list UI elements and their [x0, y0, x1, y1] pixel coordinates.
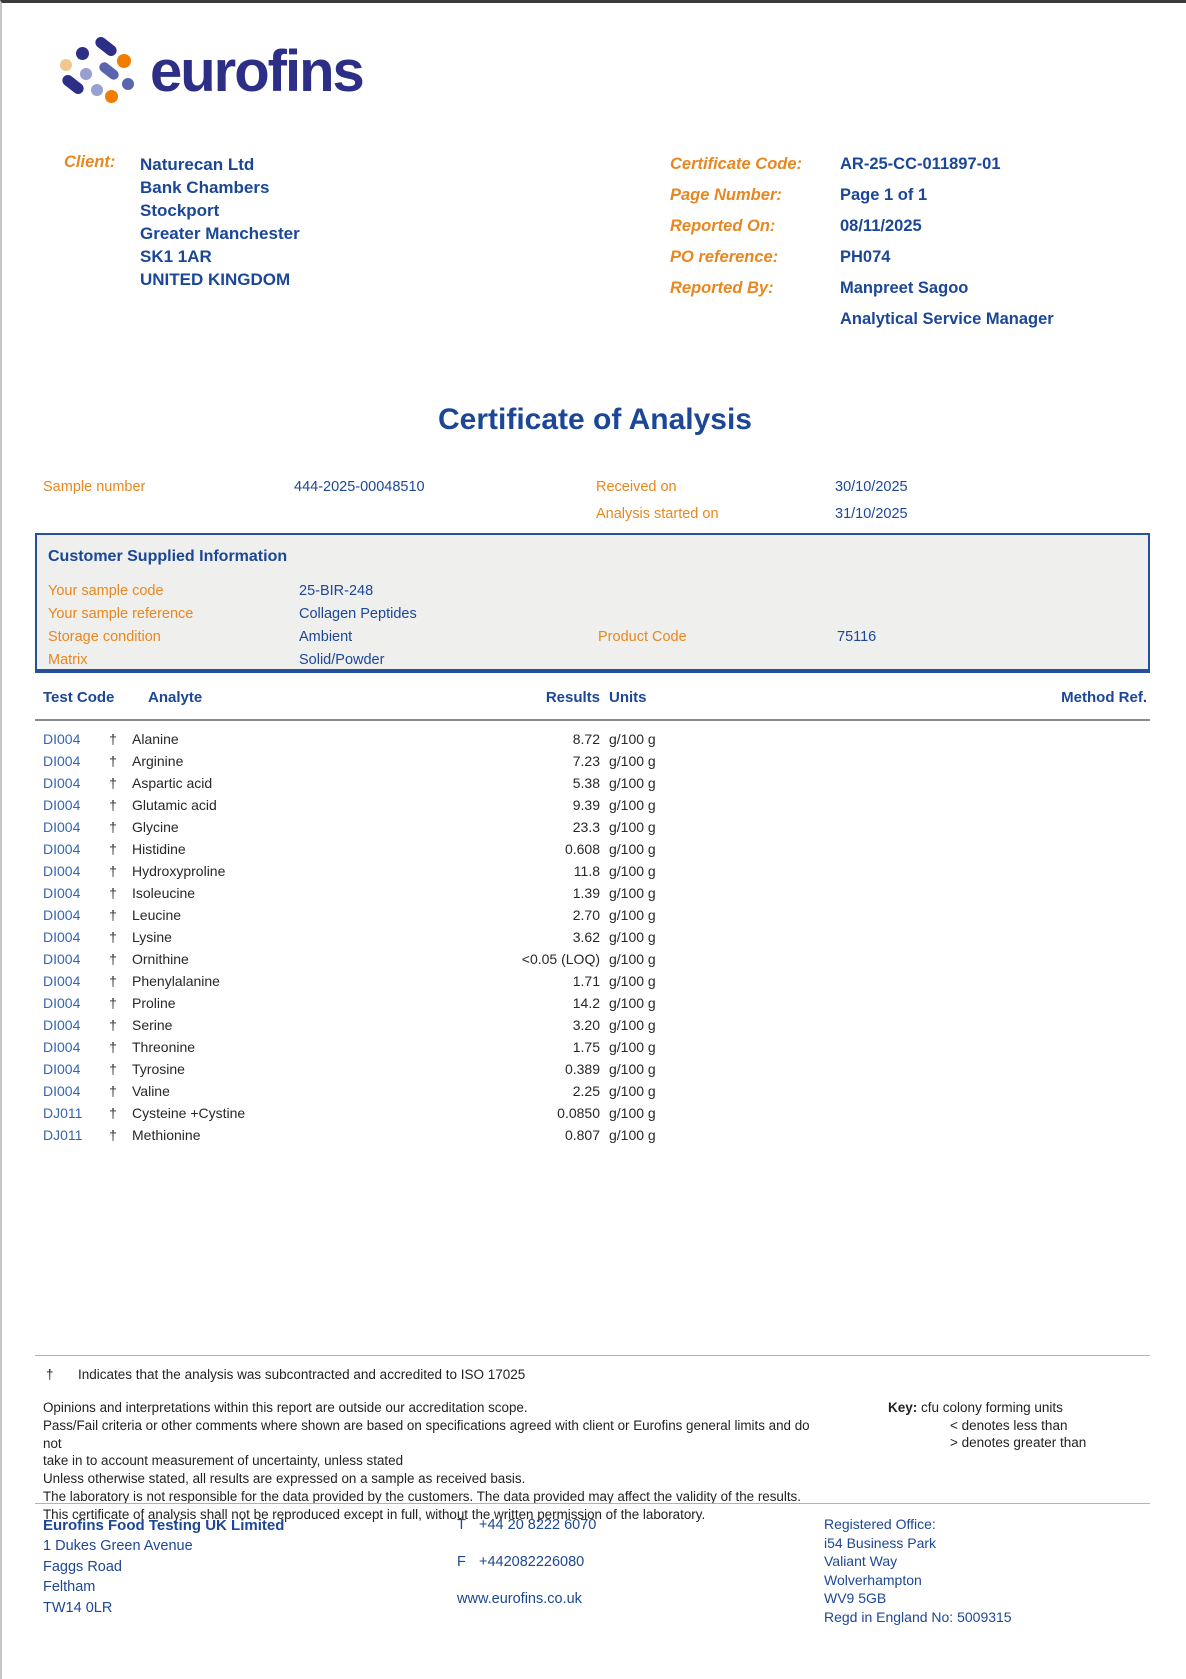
- meta-label: [670, 310, 840, 341]
- meta-row: [670, 248, 1054, 279]
- meta-label: Reported On:: [670, 217, 776, 235]
- cell-unit: g/100 g: [609, 973, 656, 989]
- cell-test-code: DI004: [43, 775, 81, 791]
- sample-row: [2, 479, 1186, 506]
- cell-test-code: DI004: [43, 929, 81, 945]
- disclaimer-line: The laboratory is not responsible for the data provided by the customers. The data provided may affect the validity of the results.: [43, 1488, 801, 1504]
- customer-info-row: [37, 606, 1148, 629]
- cell-unit: g/100 g: [609, 841, 656, 857]
- cell-analyte: Leucine: [132, 907, 182, 923]
- cell-unit: g/100 g: [609, 929, 656, 945]
- dagger-icon: †: [109, 907, 117, 923]
- cell-unit: g/100 g: [609, 995, 656, 1011]
- cell-analyte: Phenylalanine: [132, 973, 220, 989]
- footer-address-line: 1 Dukes Green Avenue: [43, 1538, 193, 1554]
- dagger-icon: †: [109, 819, 117, 835]
- table-row: [2, 1039, 1186, 1061]
- cell-result: 0.389: [564, 1061, 600, 1077]
- customer-info-value: Solid/Powder: [299, 652, 385, 668]
- cell-test-code: DI004: [43, 1083, 81, 1099]
- footer-company-address: [43, 1515, 284, 1618]
- cell-unit: g/100 g: [609, 819, 656, 835]
- key-cfu-definition: cfu colony forming units: [921, 1400, 1063, 1415]
- cell-test-code: DI004: [43, 731, 81, 747]
- sample-summary: [2, 479, 1186, 533]
- disclaimer-line: Opinions and interpretations within this report are outside our accreditation scope.: [43, 1400, 528, 1415]
- dagger-icon: †: [109, 797, 117, 813]
- table-row: [2, 885, 1186, 907]
- cell-analyte: Methionine: [132, 1127, 201, 1143]
- cell-result: 2.25: [572, 1083, 600, 1099]
- cell-result: 3.62: [572, 929, 600, 945]
- cell-test-code: DJ011: [43, 1105, 83, 1121]
- dagger-icon: †: [109, 1017, 117, 1033]
- cell-result: 0.608: [564, 841, 600, 857]
- cell-analyte: Threonine: [132, 1039, 196, 1055]
- cell-result: 1.71: [572, 973, 600, 989]
- cell-unit: g/100 g: [609, 775, 656, 791]
- dagger-icon: †: [109, 1083, 117, 1099]
- cell-analyte: Isoleucine: [132, 885, 196, 901]
- cell-result: <0.05 (LOQ): [521, 951, 600, 967]
- dagger-icon: †: [109, 753, 117, 769]
- cell-unit: g/100 g: [609, 1127, 656, 1143]
- results-table-body: [2, 731, 1186, 1149]
- cell-result: 1.39: [572, 885, 600, 901]
- fax-prefix: F: [457, 1554, 466, 1570]
- client-address-line: Greater Manchester: [140, 224, 300, 243]
- dagger-icon: †: [109, 995, 117, 1011]
- footer-address-line: TW14 0LR: [43, 1599, 113, 1616]
- cell-result: 8.72: [572, 731, 600, 747]
- eurofins-wordmark: eurofins: [150, 39, 363, 104]
- table-row: [2, 863, 1186, 885]
- table-row: [2, 1127, 1186, 1149]
- footer-phone: [457, 1515, 596, 1536]
- cell-unit: g/100 g: [609, 907, 656, 923]
- cell-result: 0.807: [564, 1127, 600, 1143]
- cell-result: 14.2: [572, 995, 600, 1011]
- client-address-line: Naturecan Ltd: [140, 155, 255, 174]
- cell-unit: g/100 g: [609, 1083, 656, 1099]
- cell-result: 7.23: [572, 753, 600, 769]
- cell-analyte: Histidine: [132, 841, 186, 857]
- customer-info-row: [37, 583, 1148, 606]
- table-row: [2, 1105, 1186, 1127]
- table-row: [2, 753, 1186, 775]
- table-row: [2, 907, 1186, 929]
- client-address-line: SK1 1AR: [140, 247, 212, 266]
- cell-test-code: DI004: [43, 1039, 81, 1055]
- cell-analyte: Hydroxyproline: [132, 863, 226, 879]
- dagger-icon: †: [109, 1105, 117, 1121]
- client-address-line: Stockport: [140, 201, 220, 220]
- customer-info-value: Ambient: [299, 629, 353, 645]
- cell-test-code: DI004: [43, 753, 81, 769]
- meta-label: Certificate Code:: [670, 155, 803, 173]
- customer-info-value: Collagen Peptides: [299, 606, 417, 622]
- cell-result: 11.8: [573, 863, 600, 879]
- footnote-divider: [35, 1355, 1150, 1356]
- cell-result: 3.20: [572, 1017, 600, 1033]
- customer-info-value: 25-BIR-248: [299, 583, 374, 599]
- registered-office-line: Registered Office:: [824, 1516, 936, 1532]
- cell-result: 9.39: [572, 797, 600, 813]
- table-row: [2, 775, 1186, 797]
- table-row: [2, 951, 1186, 973]
- registered-office-line: i54 Business Park: [824, 1534, 937, 1551]
- dagger-icon: †: [109, 973, 117, 989]
- sample-value-2: 31/10/2025: [835, 506, 908, 522]
- customer-supplied-information-box: [35, 533, 1150, 673]
- client-label: Client:: [64, 153, 116, 171]
- footer-address-line: Feltham: [43, 1579, 96, 1595]
- cell-unit: g/100 g: [609, 1105, 656, 1121]
- disclaimer-line: Unless otherwise stated, all results are expressed on a sample as received basis.: [43, 1471, 526, 1487]
- cell-analyte: Serine: [132, 1017, 173, 1033]
- disclaimer-line: take in to account measurement of uncertainty, unless stated: [43, 1453, 404, 1469]
- cell-unit: g/100 g: [609, 1039, 656, 1055]
- cell-test-code: DI004: [43, 797, 81, 813]
- table-header-rule: [35, 719, 1150, 721]
- meta-label: PO reference:: [670, 248, 779, 266]
- cell-analyte: Lysine: [132, 929, 172, 945]
- sample-value-2: 30/10/2025: [835, 479, 908, 495]
- footer-contact: [457, 1515, 596, 1626]
- cell-test-code: DI004: [43, 863, 81, 879]
- sample-label-2: Analysis started on: [596, 506, 719, 522]
- registered-office-line: Wolverhampton: [824, 1571, 922, 1588]
- dagger-icon: †: [109, 885, 117, 901]
- table-row: [2, 797, 1186, 819]
- dagger-icon: †: [109, 929, 117, 945]
- table-row: [2, 841, 1186, 863]
- cell-unit: g/100 g: [609, 797, 656, 813]
- dagger-icon: †: [109, 731, 117, 747]
- customer-info-heading: Customer Supplied Information: [48, 548, 288, 565]
- customer-info-label-2: Product Code: [598, 629, 687, 645]
- dagger-footnote-text: Indicates that the analysis was subcontracted and accredited to ISO 17025: [78, 1367, 526, 1382]
- key-legend: [888, 1399, 1086, 1452]
- fax-number: +442082226080: [479, 1554, 585, 1570]
- disclaimer-text: [43, 1399, 823, 1524]
- footer-registered-office: [824, 1515, 1012, 1626]
- meta-row: [670, 217, 1054, 248]
- customer-info-row: [37, 652, 1148, 675]
- cell-analyte: Aspartic acid: [132, 775, 213, 791]
- website-link[interactable]: www.eurofins.co.uk: [457, 1591, 582, 1607]
- dagger-icon: †: [109, 841, 117, 857]
- dagger-icon: †: [109, 775, 117, 791]
- meta-value: PH074: [840, 248, 891, 266]
- dagger-icon: †: [46, 1367, 54, 1382]
- dagger-icon: †: [109, 1127, 117, 1143]
- cell-test-code: DI004: [43, 885, 81, 901]
- customer-info-label: Your sample reference: [48, 606, 194, 622]
- header-results: Results: [545, 689, 600, 706]
- cell-result: 0.0850: [557, 1105, 600, 1121]
- customer-info-row: [37, 629, 1148, 652]
- registered-office-line: Regd in England No: 5009315: [824, 1608, 1012, 1625]
- page-title: Certificate of Analysis: [438, 403, 752, 436]
- client-address: [140, 153, 300, 291]
- cell-unit: g/100 g: [609, 1061, 656, 1077]
- table-row: [2, 819, 1186, 841]
- customer-info-label: Your sample code: [48, 583, 164, 599]
- eurofins-logo: [60, 39, 363, 105]
- key-label: Key:: [888, 1400, 918, 1415]
- meta-value: Manpreet Sagoo: [840, 279, 969, 297]
- cell-analyte: Alanine: [132, 731, 179, 747]
- key-greater-than-definition: > denotes greater than: [950, 1435, 1087, 1450]
- client-block: [64, 153, 300, 291]
- cell-analyte: Proline: [132, 995, 176, 1011]
- meta-value: 08/11/2025: [840, 217, 922, 235]
- header-units: Units: [609, 689, 647, 706]
- dagger-icon: †: [109, 863, 117, 879]
- meta-value: Analytical Service Manager: [840, 310, 1054, 328]
- registered-office-line: WV9 5GB: [824, 1590, 887, 1606]
- cell-unit: g/100 g: [609, 885, 656, 901]
- header-method-ref: Method Ref.: [1061, 689, 1147, 706]
- table-row: [2, 973, 1186, 995]
- cell-unit: g/100 g: [609, 731, 656, 747]
- phone-prefix: T: [457, 1517, 466, 1533]
- table-row: [2, 929, 1186, 951]
- cell-test-code: DI004: [43, 973, 81, 989]
- header-analyte: Analyte: [148, 689, 203, 706]
- key-line: [888, 1399, 1086, 1417]
- cell-test-code: DI004: [43, 819, 81, 835]
- dagger-icon: †: [109, 1061, 117, 1077]
- footer-divider: [35, 1503, 1150, 1504]
- customer-info-rows: [37, 583, 1148, 675]
- key-less-than-definition: < denotes less than: [950, 1417, 1068, 1433]
- cell-analyte: Cysteine +Cystine: [132, 1105, 246, 1121]
- cell-result: 1.75: [572, 1039, 600, 1055]
- cell-analyte: Ornithine: [132, 951, 189, 967]
- dagger-icon: †: [109, 951, 117, 967]
- disclaimer-line: Pass/Fail criteria or other comments where shown are based on specifications agreed with client or Eurofins general limits and do not: [43, 1417, 810, 1451]
- cell-unit: g/100 g: [609, 1017, 656, 1033]
- meta-value: AR-25-CC-011897-01: [840, 155, 1001, 173]
- meta-row: [670, 310, 1054, 341]
- client-address-line: Bank Chambers: [140, 178, 270, 197]
- cell-unit: g/100 g: [609, 863, 656, 879]
- eurofins-dots-icon: [60, 39, 134, 105]
- cell-analyte: Tyrosine: [132, 1061, 185, 1077]
- results-table-header: [2, 689, 1186, 709]
- footer-company-name: Eurofins Food Testing UK Limited: [43, 1517, 285, 1534]
- customer-info-value-2: 75116: [837, 629, 877, 645]
- cell-test-code: DI004: [43, 1061, 81, 1077]
- cell-test-code: DI004: [43, 951, 81, 967]
- table-row: [2, 1083, 1186, 1105]
- cell-result: 2.70: [572, 907, 600, 923]
- header-test-code: Test Code: [43, 689, 115, 706]
- sample-label: Sample number: [43, 479, 146, 495]
- footer-address-line: Faggs Road: [43, 1558, 122, 1575]
- cell-unit: g/100 g: [609, 753, 656, 769]
- customer-info-label: Matrix: [48, 652, 88, 668]
- cell-test-code: DJ011: [43, 1127, 83, 1143]
- cell-test-code: DI004: [43, 907, 81, 923]
- client-address-line: UNITED KINGDOM: [140, 270, 291, 289]
- certificate-meta: [670, 155, 1054, 341]
- table-row: [2, 995, 1186, 1017]
- customer-info-label: Storage condition: [48, 629, 161, 645]
- phone-number: +44 20 8222 6070: [479, 1517, 597, 1533]
- cell-test-code: DI004: [43, 1017, 81, 1033]
- table-row: [2, 1017, 1186, 1039]
- cell-analyte: Valine: [132, 1083, 170, 1099]
- registered-office-line: Valiant Way: [824, 1553, 898, 1569]
- meta-value: Page 1 of 1: [840, 186, 928, 204]
- meta-row: [670, 155, 1054, 186]
- meta-label: Page Number:: [670, 186, 782, 204]
- sample-value: 444-2025-00048510: [294, 479, 425, 495]
- meta-row: [670, 279, 1054, 310]
- footer-fax: [457, 1552, 596, 1573]
- cell-test-code: DI004: [43, 841, 81, 857]
- cell-analyte: Glycine: [132, 819, 179, 835]
- meta-label: Reported By:: [670, 279, 774, 297]
- table-row: [2, 1061, 1186, 1083]
- sample-label-2: Received on: [596, 479, 677, 495]
- meta-row: [670, 186, 1054, 217]
- table-row: [2, 731, 1186, 753]
- disclaimer-line: This certificate of analysis shall not be reproduced except in full, without the written permission of the laboratory.: [43, 1506, 706, 1522]
- cell-analyte: Arginine: [132, 753, 184, 769]
- cell-test-code: DI004: [43, 995, 81, 1011]
- cell-analyte: Glutamic acid: [132, 797, 217, 813]
- sample-row: [2, 506, 1186, 533]
- cell-result: 23.3: [572, 819, 600, 835]
- footer-website: [457, 1589, 596, 1610]
- dagger-icon: †: [109, 1039, 117, 1055]
- cell-unit: g/100 g: [609, 951, 656, 967]
- cell-result: 5.38: [572, 775, 600, 791]
